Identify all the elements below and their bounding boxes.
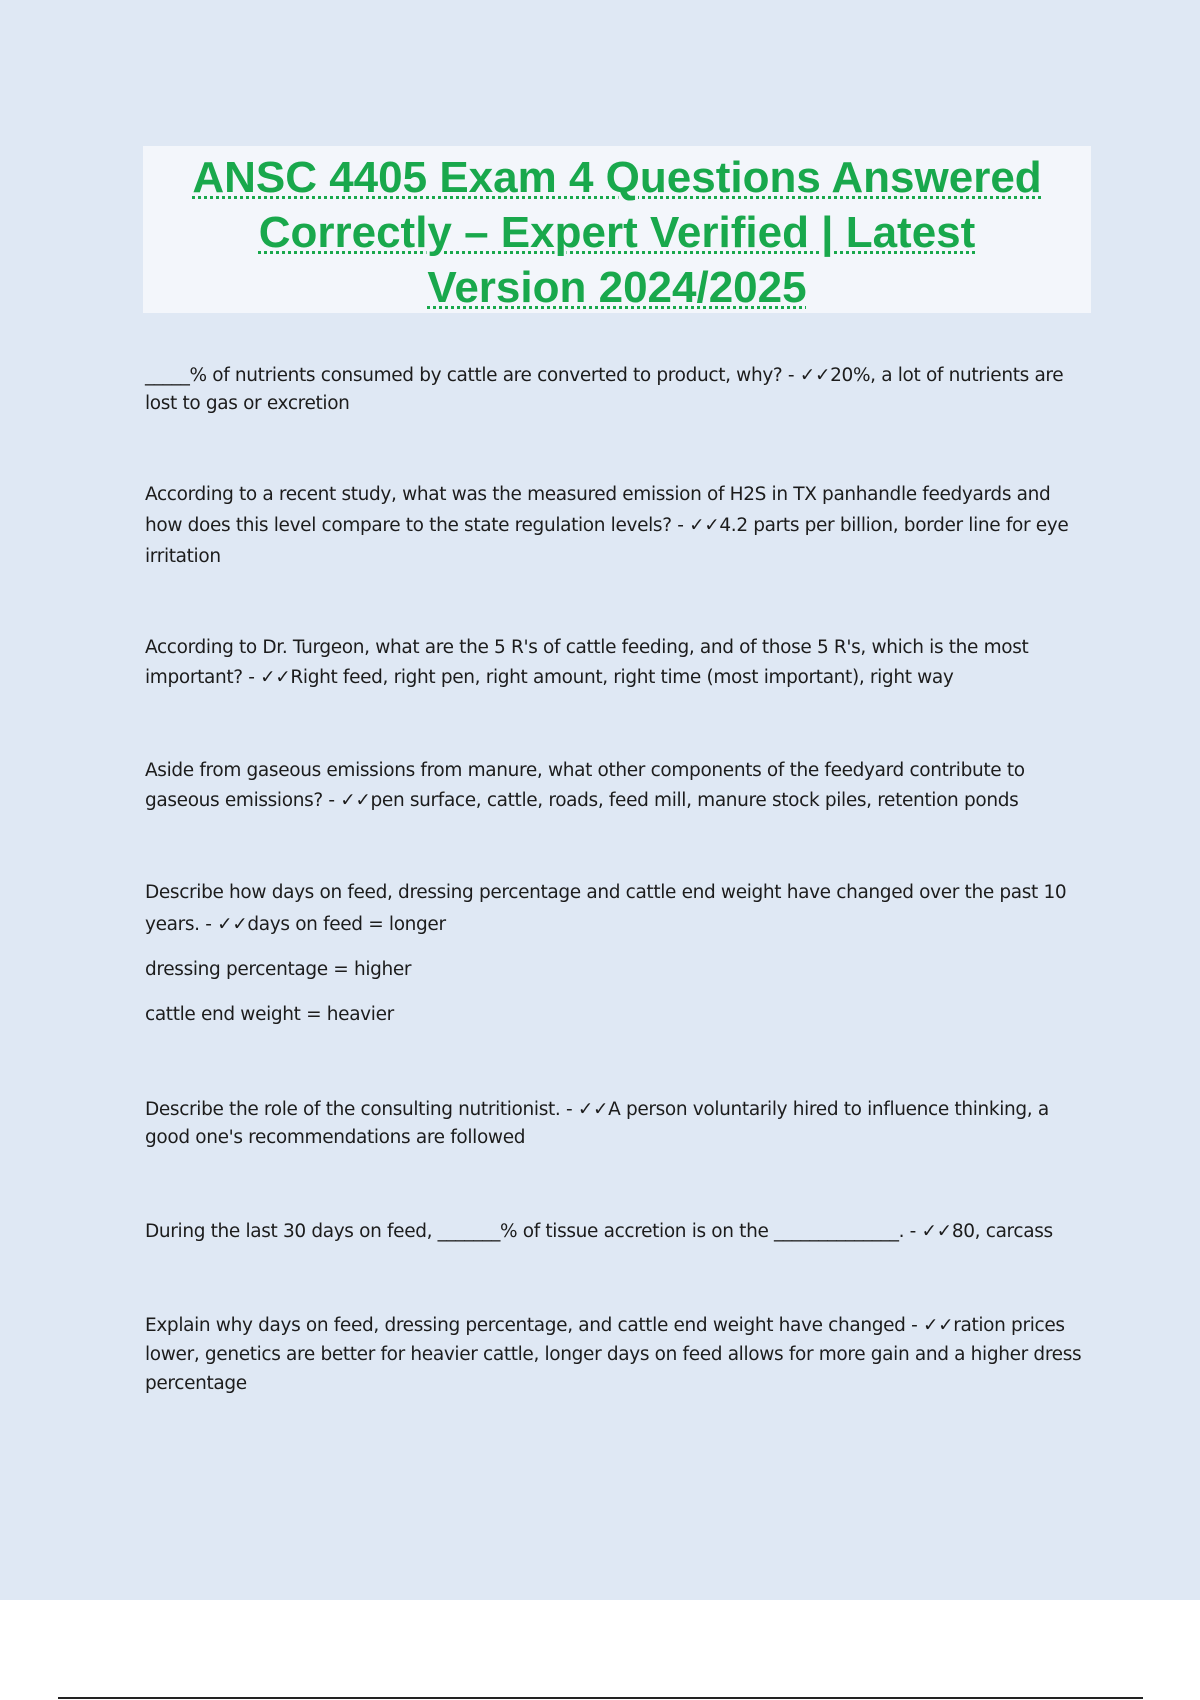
check-marks-icon: ✓✓ xyxy=(340,790,371,811)
qa-item-6 xyxy=(145,1096,1090,1152)
check-marks-icon: ✓✓ xyxy=(260,667,291,688)
qa-item-7 xyxy=(145,1218,1090,1246)
answer-text: pen surface, cattle, roads, feed mill, manure stock piles, retention ponds xyxy=(370,790,1019,811)
qa-item-5 xyxy=(145,877,1090,1031)
answer-text: ration prices lower, genetics are better for heavier cattle, longer days on feed allows for more gain and a higher dress percentage xyxy=(145,1315,1082,1394)
check-marks-icon: ✓✓ xyxy=(799,365,831,386)
check-marks-icon: ✓✓ xyxy=(922,1315,954,1336)
question-text: According to Dr. Turgeon, what are the 5 R's of cattle feeding, and of those 5 R's, which is the most important? - xyxy=(145,637,1029,688)
check-marks-icon: ✓✓ xyxy=(689,515,720,536)
qa-paragraph xyxy=(145,1096,1090,1152)
qa-paragraph xyxy=(145,362,1090,418)
page-divider xyxy=(58,1697,1143,1699)
qa-item-3 xyxy=(145,633,1090,693)
qa-paragraph xyxy=(145,877,1090,941)
qa-paragraph xyxy=(145,756,1090,816)
title-line-2: Correctly – Expert Verified | Latest xyxy=(258,208,976,257)
question-text: Aside from gaseous emissions from manure, what other components of the feedyard contribute to gaseous emissions? - xyxy=(145,760,1025,811)
qa-item-1 xyxy=(145,362,1090,418)
qa-paragraph xyxy=(145,479,1090,572)
check-marks-icon: ✓✓ xyxy=(217,914,248,935)
qa-item-4 xyxy=(145,756,1090,816)
question-text: During the last 30 days on feed, _______% of tissue accretion is on the ______________. - xyxy=(145,1221,922,1242)
answer-line: dressing percentage = higher xyxy=(145,959,412,980)
qa-paragraph xyxy=(145,633,1090,693)
answer-text: Right feed, right pen, right amount, right time (most important), right way xyxy=(290,667,954,688)
title-line-3: Version 2024/2025 xyxy=(427,263,807,312)
question-text: Describe the role of the consulting nutritionist. - xyxy=(145,1099,578,1120)
question-text: According to a recent study, what was the measured emission of H2S in TX panhandle feedyards and how does this level compare to the state regulation levels? - xyxy=(145,484,1051,536)
qa-item-8 xyxy=(145,1311,1090,1398)
answer-text: days on feed = longer xyxy=(247,914,446,935)
question-text: Explain why days on feed, dressing percentage, and cattle end weight have changed - xyxy=(145,1315,923,1336)
title-line-1: ANSC 4405 Exam 4 Questions Answered xyxy=(192,153,1042,202)
document-title xyxy=(143,146,1091,313)
answer-text: 80, carcass xyxy=(951,1221,1053,1242)
qa-paragraph xyxy=(145,1218,1090,1246)
qa-item-2 xyxy=(145,479,1090,572)
answer-text: A person voluntarily hired to influence thinking, a good one's recommendations are followed xyxy=(145,1099,1049,1148)
answer-text: 20%, a lot of nutrients are lost to gas or excretion xyxy=(145,365,1064,414)
answer-line: cattle end weight = heavier xyxy=(145,1004,394,1025)
check-marks-icon: ✓✓ xyxy=(921,1221,952,1242)
qa-paragraph xyxy=(145,1311,1090,1398)
answer-text: 4.2 parts per billion, border line for eye irritation xyxy=(145,515,1069,567)
question-text: Describe how days on feed, dressing percentage and cattle end weight have changed over the past 10 years. - xyxy=(145,882,1067,935)
question-text: _____% of nutrients consumed by cattle are converted to product, why? - xyxy=(145,365,800,386)
check-marks-icon: ✓✓ xyxy=(577,1099,609,1120)
